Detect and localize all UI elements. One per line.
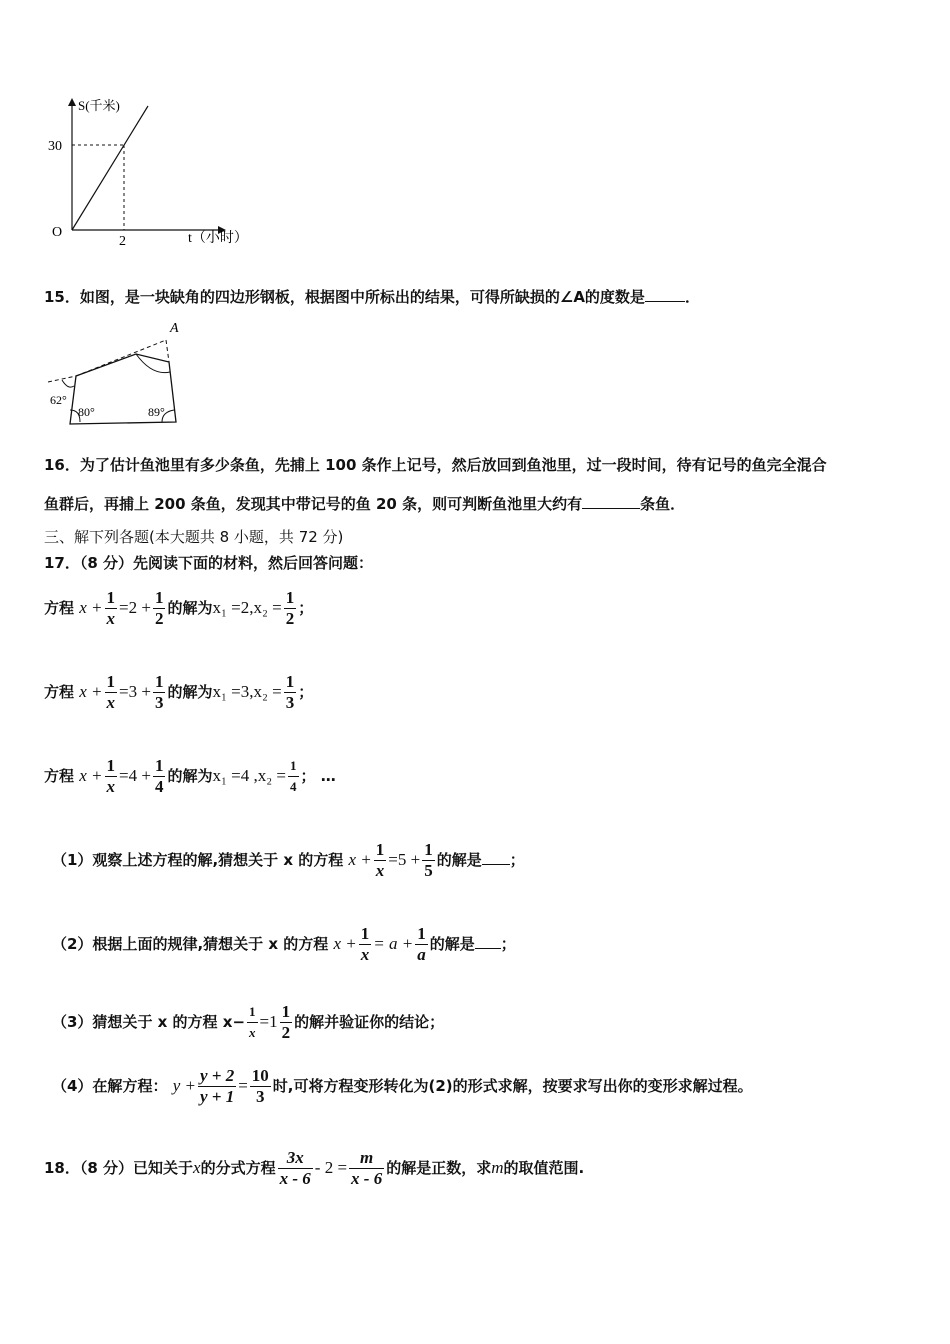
q17-part-1	[52, 840, 525, 881]
frac-den: x	[106, 609, 116, 628]
q17-part-4	[52, 1066, 753, 1107]
sol-x2: x₂ =	[253, 682, 282, 701]
q17-equation-3	[44, 756, 336, 797]
q17-part-3	[52, 1002, 444, 1043]
y-axis-arrow	[68, 98, 76, 106]
sol-x2: x₂ =	[253, 598, 282, 617]
angle-80-label: 80°	[78, 405, 95, 419]
frac-den: 2	[154, 609, 164, 628]
frac-den: 4	[154, 777, 164, 796]
eq-mid: - 2 =	[314, 1158, 348, 1177]
eq-lhs: x +	[79, 682, 103, 701]
frac-num: 1	[424, 840, 433, 859]
eq-lhs: x +	[79, 766, 103, 785]
frac-den: 3	[250, 1086, 271, 1107]
part-text: （4）在解方程：	[52, 1077, 168, 1095]
frac-num: y + 2	[199, 1066, 235, 1085]
part-text: 的解并验证你的结论；	[294, 1013, 445, 1031]
sol-x2: x₂ =	[257, 766, 287, 785]
eq-label: 方程	[44, 683, 75, 701]
angle-arc-62	[62, 380, 74, 387]
q15-answer-blank[interactable]	[645, 301, 685, 302]
part-text: 时,可将方程变形转化为(2)的形式求解，按要求写出你的变形求解过程。	[272, 1077, 753, 1095]
q16-line1: 为了估计鱼池里有多少条鱼，先捕上 100 条作上记号，然后放回到鱼池里，过一段时间，待有记号的鱼完全混合	[79, 456, 827, 474]
q17-part-2	[52, 924, 516, 965]
eq-label: 方程	[44, 599, 75, 617]
eq-label: 方程	[44, 767, 75, 785]
frac-den: y + 1	[199, 1087, 235, 1106]
origin-label: O	[52, 225, 63, 240]
eq-end: ；	[298, 599, 314, 617]
part-text: 的解是	[436, 851, 482, 869]
frac-num: 1	[281, 1002, 291, 1021]
x-tick-2: 2	[119, 234, 126, 249]
eq-end: ； …	[300, 767, 336, 785]
angle-89-label: 89°	[148, 405, 165, 419]
frac-num: 1	[106, 588, 116, 607]
section-3-title: 三、解下列各题(本大题共 8 小题，共 72 分)	[44, 528, 344, 546]
q15-number: 15．	[44, 288, 80, 306]
sol-label: 的解为	[167, 599, 213, 617]
eq-rhs: = a +	[373, 934, 414, 953]
frac-den: 3	[285, 693, 295, 712]
frac-num: 1	[106, 756, 116, 775]
q17-header: 17．（8 分）先阅读下面的材料，然后回答问题：	[44, 554, 374, 572]
question-16-line2	[44, 493, 685, 514]
q17-equation-2	[44, 672, 313, 713]
vertex-a-label: A	[170, 321, 179, 336]
frac-den: x	[106, 777, 116, 796]
eq-lhs: x +	[333, 934, 357, 953]
q18-text: 的分式方程	[200, 1159, 276, 1177]
angle-62-label: 62°	[50, 393, 67, 407]
var-x: x	[193, 1158, 201, 1177]
steel-plate-figure	[40, 318, 200, 428]
frac-num: 1	[154, 756, 164, 775]
question-16-line1	[44, 454, 827, 475]
frac-num: 1	[154, 672, 164, 691]
x-axis-label: t（小时）	[188, 231, 248, 246]
frac-num: m	[360, 1148, 374, 1167]
q16-line2b: 条鱼．	[640, 495, 686, 513]
q15-text: 如图，是一块缺角的四边形钢板，根据图中所标出的结果，可得所缺损的∠A的度数是	[79, 288, 645, 306]
frac-den: 3	[154, 693, 164, 712]
missing-corner-dashed-right	[166, 340, 169, 362]
eq-mid: =1	[259, 1012, 278, 1031]
q15-end: ．	[684, 288, 700, 306]
frac-num: 1	[106, 672, 116, 691]
eq-rhs: =3 +	[119, 682, 151, 701]
part-end: ；	[509, 851, 525, 869]
q17-p2-answer-blank[interactable]	[475, 948, 501, 949]
frac-den: 5	[424, 861, 433, 880]
eq-lhs: y +	[172, 1076, 196, 1095]
part-text: （1）观察上述方程的解,猜想关于 x 的方程	[52, 851, 344, 869]
frac-num: 1	[290, 758, 297, 773]
sol-x1: x₁ =2,	[212, 598, 254, 617]
eq-lhs: x +	[348, 850, 372, 869]
q18-text: 18．（8 分）已知关于	[44, 1159, 194, 1177]
frac-den: x	[247, 1022, 258, 1043]
part-text: （3）猜想关于 x 的方程 x−	[52, 1013, 246, 1031]
y-tick-30: 30	[48, 139, 62, 154]
y-axis-label: S(千米)	[78, 98, 120, 113]
sol-x1: x₁ =4 ,	[212, 766, 258, 785]
frac-den: 2	[281, 1023, 291, 1042]
frac-den: x	[375, 861, 385, 880]
var-m: m	[491, 1158, 504, 1177]
q16-answer-blank[interactable]	[582, 508, 640, 509]
frac-den: x	[106, 693, 116, 712]
frac-den: x	[360, 945, 370, 964]
distance-line	[72, 106, 148, 230]
question-15	[44, 286, 700, 307]
missing-corner-dashed	[48, 340, 166, 382]
frac-den: x - 6	[279, 1169, 311, 1188]
eq-lhs: x +	[79, 598, 103, 617]
frac-den: x - 6	[351, 1169, 383, 1188]
distance-time-graph	[40, 92, 260, 252]
frac-num: 1	[154, 588, 164, 607]
frac-num: 10	[251, 1066, 269, 1085]
frac-num: 1	[285, 672, 295, 691]
q16-line2a: 鱼群后，再捕上 200 条鱼，发现其中带记号的鱼 20 条，则可判断鱼池里大约有	[44, 495, 583, 513]
part-text: （2）根据上面的规律,猜想关于 x 的方程	[52, 935, 329, 953]
eq-rhs: =5 +	[388, 850, 421, 869]
eq-equals: =	[238, 1076, 248, 1095]
frac-num: 1	[285, 588, 295, 607]
eq-rhs: =2 +	[119, 598, 151, 617]
sol-x1: x₁ =3,	[212, 682, 254, 701]
q18-text: 的解是正数，求	[386, 1159, 492, 1177]
q17-equation-1	[44, 588, 313, 629]
frac-den: a	[417, 945, 426, 964]
eq-rhs: =4 +	[119, 766, 151, 785]
part-text: 的解是	[429, 935, 475, 953]
frac-num: 1	[249, 1004, 256, 1019]
q18-text: 的取值范围.	[503, 1159, 585, 1177]
frac-num: 1	[375, 840, 385, 859]
frac-num: 3x	[286, 1148, 304, 1167]
q16-number: 16．	[44, 456, 80, 474]
q17-p1-answer-blank[interactable]	[482, 864, 510, 865]
eq-end: ；	[298, 683, 314, 701]
frac-num: 1	[417, 924, 426, 943]
question-18	[44, 1148, 584, 1189]
frac-num: 1	[360, 924, 370, 943]
sol-label: 的解为	[167, 767, 213, 785]
frac-den: 2	[285, 609, 295, 628]
frac-den: 4	[288, 776, 299, 797]
sol-label: 的解为	[167, 683, 213, 701]
angle-arc-a	[136, 354, 170, 373]
part-end: ；	[500, 935, 516, 953]
